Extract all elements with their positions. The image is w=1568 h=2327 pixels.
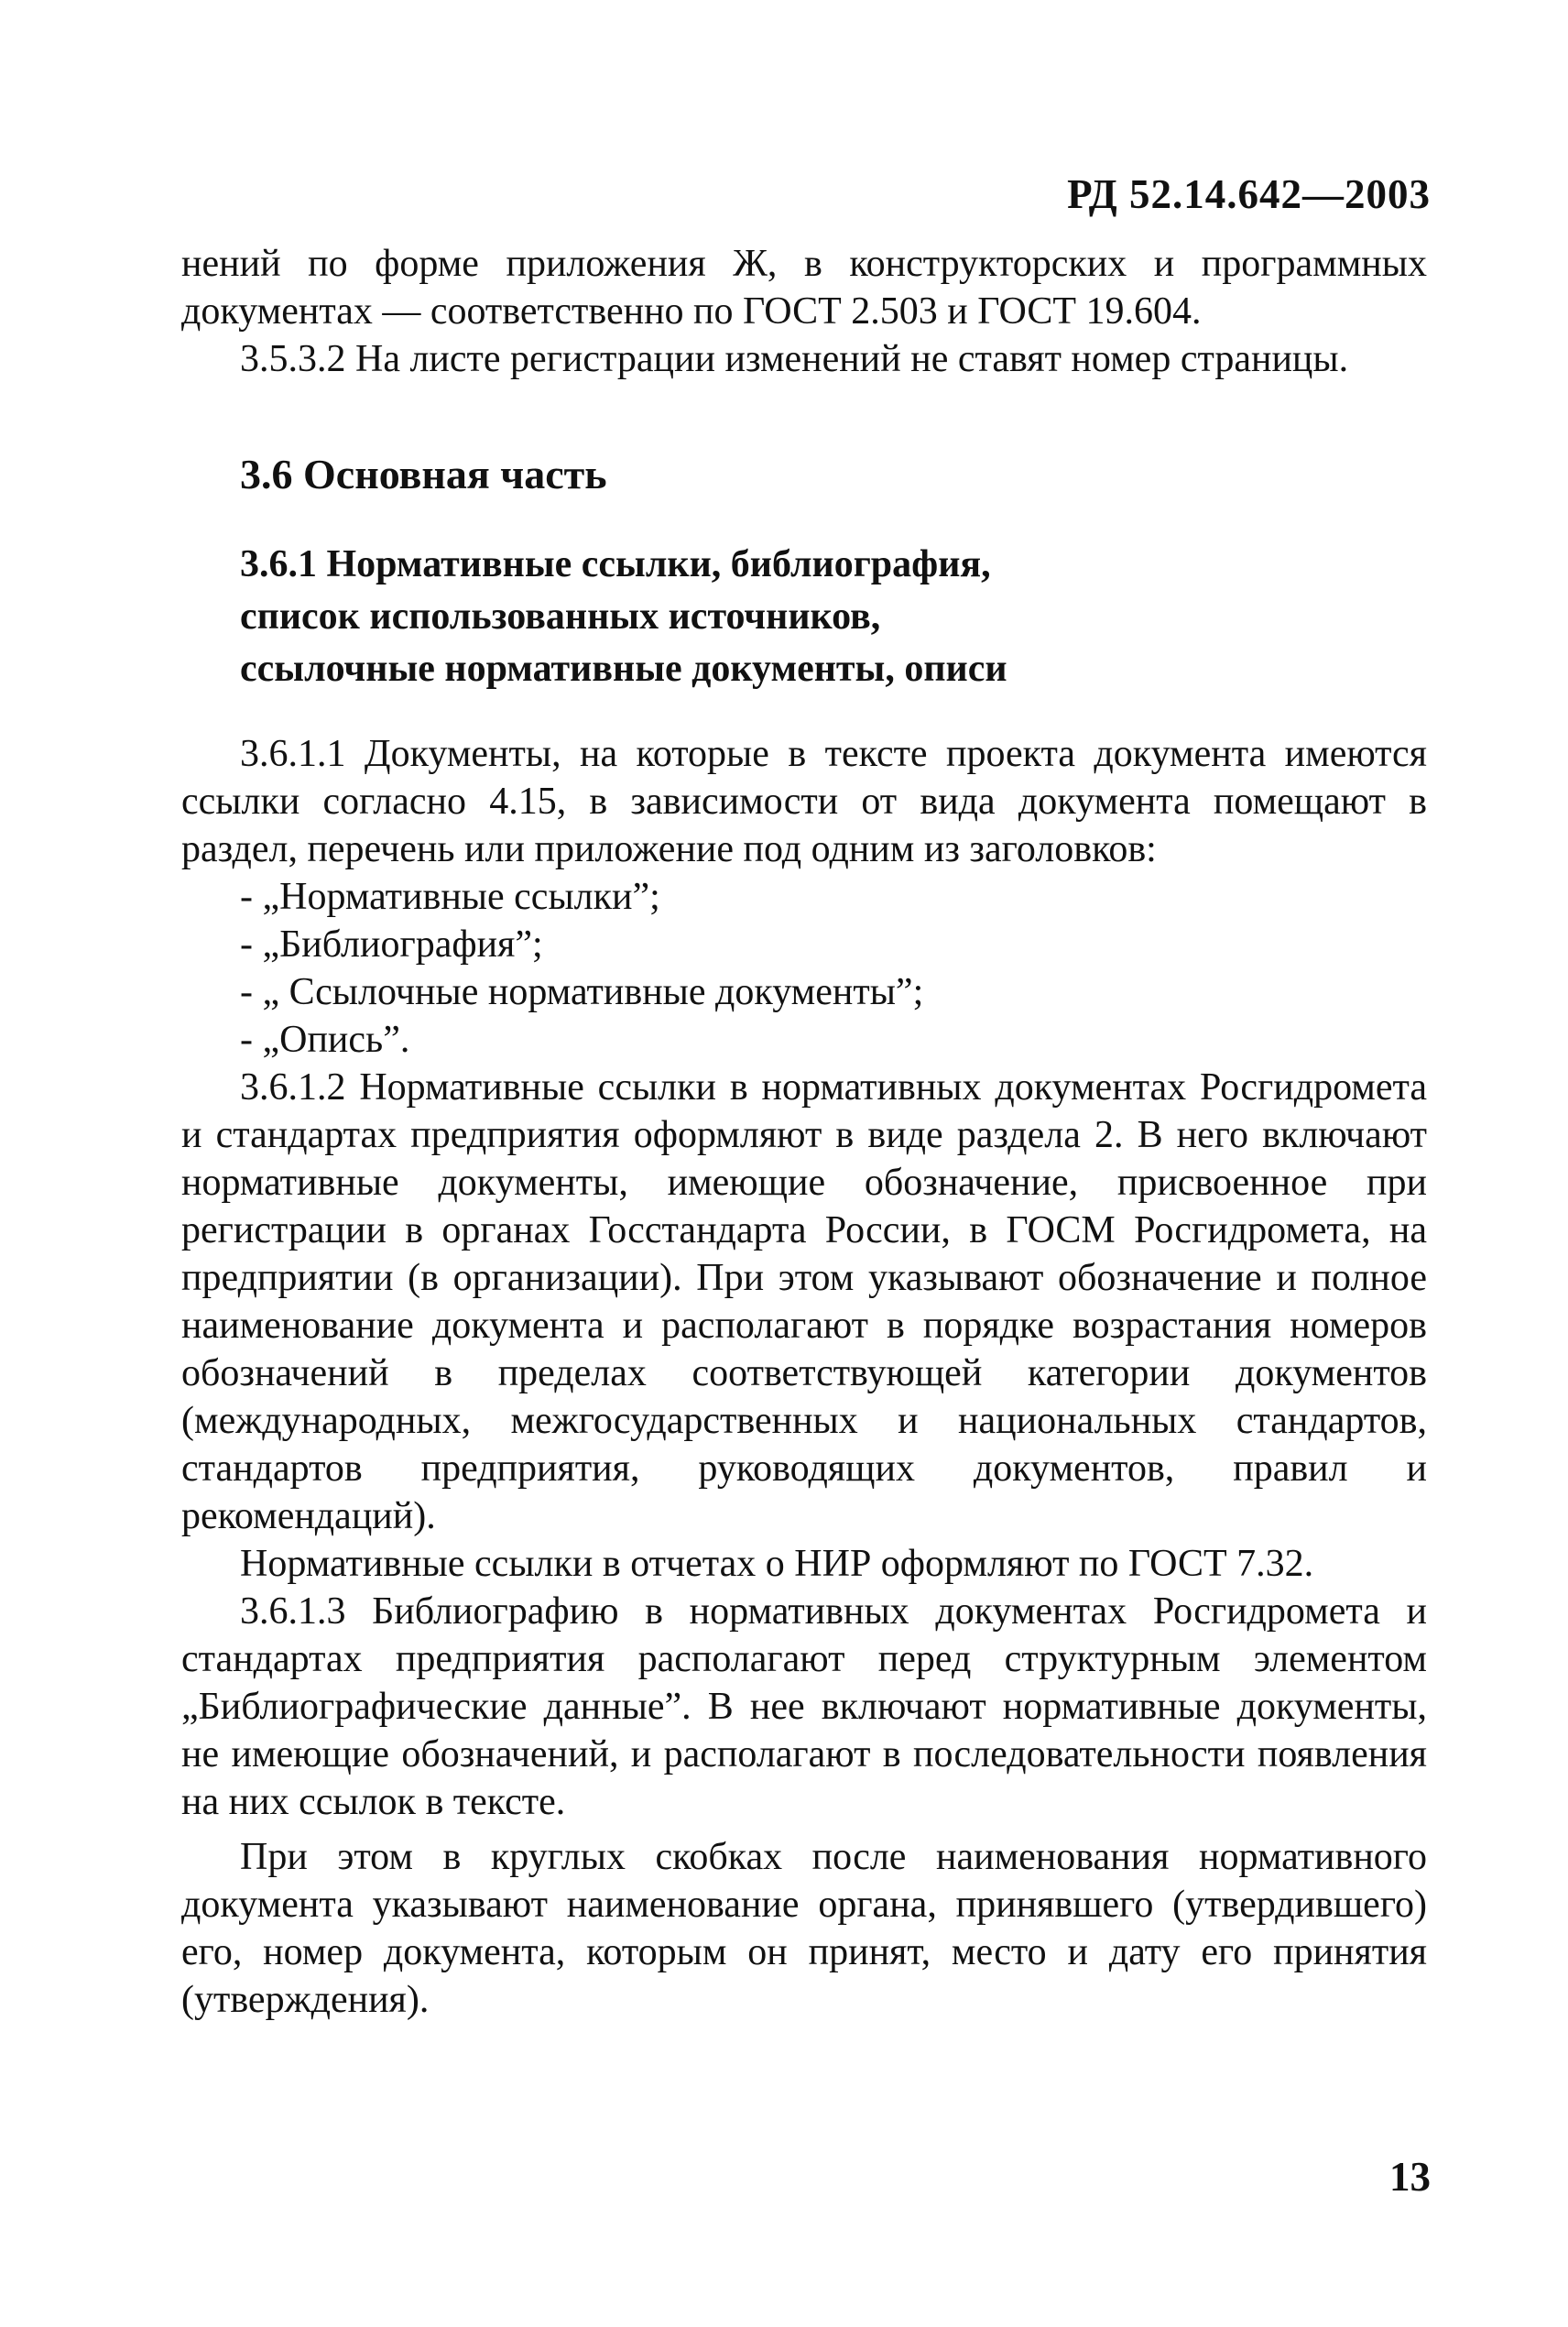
paragraph-3-6-1-2: 3.6.1.2 Нормативные ссылки в нормативных документах Росгидромета и стандартах предприятия оформляют в виде раздела 2. В него включают нормативные документы, имеющие обозначение, присвоенное при регистрации в органах Госстандарта России, в ГОСМ Росгидромета, на предприятии (в организации). При этом указывают обозначение и полное наименование документа и располагают в порядке возрастания номеров обозначений в пределах соответствующей категории документов (международных, межгосударственных и национальных стандартов, стандартов предприятия, руководящих документов, правил и рекомендаций).: [181, 1066, 1427, 1537]
subsection-title-line: 3.6.1 Нормативные ссылки, библиография,: [240, 543, 991, 585]
paragraph-bibliography-details: При этом в круглых скобках после наименования нормативного документа указывают наименование органа, принявшего (утвердившего) его, номер документа, которым он принят, место и дату его принятия (утверждения).: [181, 1836, 1427, 2021]
document-code-header: РД 52.14.642—2003: [1067, 171, 1431, 217]
subsection-title-line: ссылочные нормативные документы, описи: [240, 648, 1007, 690]
page-number: 13: [1389, 2154, 1431, 2200]
heading-options-list: [181, 873, 1427, 1064]
list-item: - „ Ссылочные нормативные документы”;: [240, 971, 924, 1013]
paragraph-continuation: нений по форме приложения Ж, в конструкторских и программных документах — соответственно по ГОСТ 2.503 и ГОСТ 19.604.: [181, 243, 1427, 333]
paragraph-nir-references: Нормативные ссылки в отчетах о НИР оформляют по ГОСТ 7.32.: [240, 1543, 1314, 1585]
page-content: [181, 240, 1427, 2024]
list-item: - „Нормативные ссылки”;: [240, 876, 660, 918]
paragraph-3-6-1-1: 3.6.1.1 Документы, на которые в тексте проекта документа имеются ссылки согласно 4.15, в зависимости от вида документа помещают в раздел, перечень или приложение под одним из заголовков:: [181, 733, 1427, 870]
paragraph-3-6-1-3: 3.6.1.3 Библиографию в нормативных документах Росгидромета и стандартах предприятия располагают перед структурным элементом „Библиографические данные”. В нее включают нормативные документы, не имеющие обозначений, и располагают в последовательности появления на них ссылок в тексте.: [181, 1590, 1427, 1823]
section-title-3-6: 3.6 Основная часть: [240, 451, 607, 497]
subsection-title-line: список использованных источников,: [240, 595, 881, 638]
list-item: - „Библиография”;: [240, 923, 543, 966]
list-item: - „Опись”.: [240, 1019, 410, 1061]
paragraph-3-5-3-2: 3.5.3.2 На листе регистрации изменений не ставят номер страницы.: [240, 338, 1349, 380]
subsection-title-3-6-1: [181, 539, 1427, 695]
